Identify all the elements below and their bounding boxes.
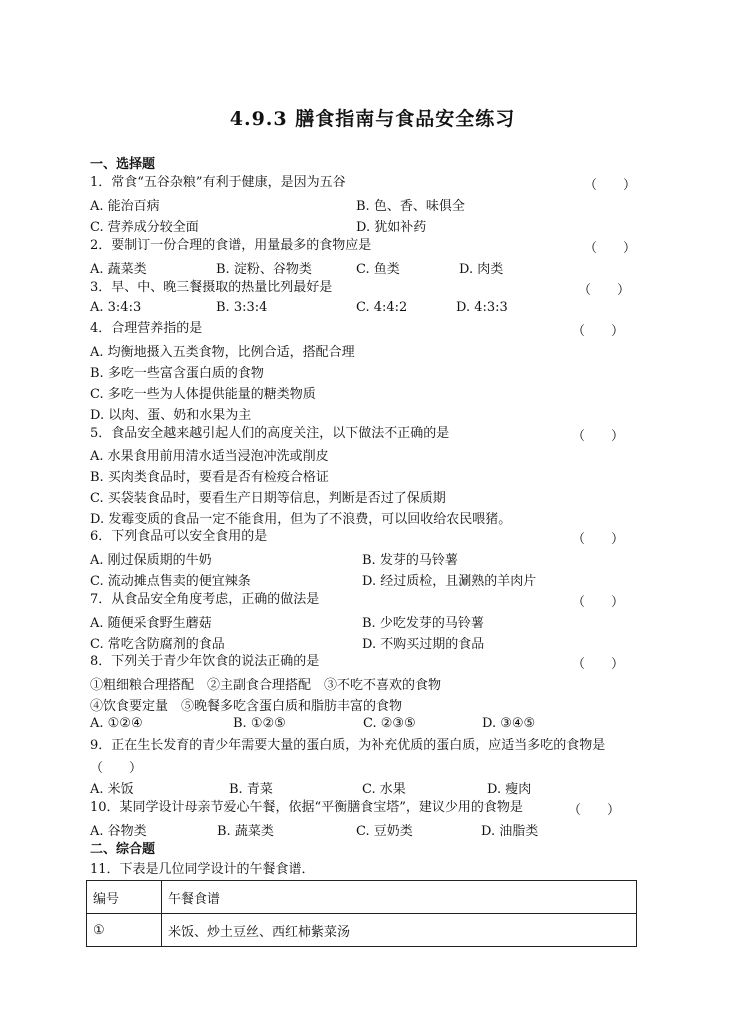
q8-option-d: D. ③④⑤ — [482, 716, 536, 731]
q3-option-b: B. 3:3:4 — [216, 300, 268, 315]
q7-option-d: D. 不购买过期的食品 — [362, 637, 485, 652]
q1-option-b: B. 色、香、味俱全 — [356, 199, 465, 214]
q2-option-c: C. 鱼类 — [356, 262, 400, 277]
answer-blank-4: （ ） — [572, 324, 625, 339]
section-heading-comprehensive: 二、综合题 — [90, 842, 156, 857]
table-cell: ① — [87, 914, 162, 947]
question-11: 11．下表是几位同学设计的午餐食谱． — [90, 862, 315, 877]
question-6: 6．下列食品可以安全食用的是 — [90, 529, 268, 544]
q5-option-d: D. 发霉变质的食品一定不能食用，但为了不浪费，可以回收给农民喂猪。 — [90, 512, 512, 527]
q10-option-b: B. 蔬菜类 — [217, 824, 274, 839]
q6-option-d: D. 经过质检，且涮熟的羊肉片 — [362, 574, 537, 589]
q7-option-a: A. 随便采食野生蘑菇 — [90, 616, 212, 631]
q9-option-a: A. 米饭 — [90, 782, 134, 797]
question-4: 4．合理营养指的是 — [90, 321, 203, 336]
q4-option-c: C. 多吃一些为人体提供能量的糖类物质 — [90, 387, 316, 402]
q3-option-d: D. 4:3:3 — [456, 300, 508, 315]
q8-statements-1: ①粗细粮合理搭配 ②主副食合理搭配 ③不吃不喜欢的食物 — [90, 678, 442, 693]
page-title: 4.9.3 膳食指南与食品安全练习 — [229, 108, 516, 130]
q8-option-c: C. ②③⑤ — [363, 716, 416, 731]
q3-option-c: C. 4:4:2 — [356, 300, 408, 315]
q6-option-a: A. 刚过保质期的牛奶 — [90, 553, 212, 568]
answer-blank-5: （ ） — [572, 429, 625, 444]
table-header-cell: 午餐食谱 — [162, 881, 637, 914]
table-cell: 米饭、炒土豆丝、西红柿紫菜汤 — [162, 914, 637, 947]
q10-option-d: D. 油脂类 — [481, 824, 539, 839]
q5-option-a: A. 水果食用前用清水适当浸泡冲洗或削皮 — [90, 449, 329, 464]
q7-option-b: B. 少吃发芽的马铃薯 — [362, 616, 484, 631]
answer-blank-2: （ ） — [584, 241, 637, 256]
answer-blank-7: （ ） — [572, 595, 625, 610]
answer-blank-10: （ ） — [568, 803, 621, 818]
question-10: 10．某同学设计母亲节爱心午餐，依据“平衡膳食宝塔”，建议少用的食物是 — [90, 800, 523, 815]
q5-option-b: B. 买肉类食品时，要看是否有检疫合格证 — [90, 470, 329, 485]
question-9: 9．正在生长发育的青少年需要大量的蛋白质，为补充优质的蛋白质，应适当多吃的食物是 — [90, 738, 606, 753]
q1-option-a: A. 能治百病 — [90, 199, 160, 214]
q8-option-b: B. ①②⑤ — [233, 716, 286, 731]
question-8: 8．下列关于青少年饮食的说法正确的是 — [90, 654, 320, 669]
q3-option-a: A. 3:4:3 — [90, 300, 142, 315]
q9-option-d: D. 瘦肉 — [487, 782, 532, 797]
answer-blank-8: （ ） — [572, 657, 625, 672]
question-2: 2．要制订一份合理的食谱，用量最多的食物应是 — [90, 238, 372, 253]
table-row — [87, 914, 637, 947]
question-3: 3．早、中、晚三餐摄取的热量比列最好是 — [90, 280, 333, 295]
q10-option-a: A. 谷物类 — [90, 824, 147, 839]
q6-option-c: C. 流动摊点售卖的便宜辣条 — [90, 574, 251, 589]
answer-blank-1: （ ） — [584, 178, 637, 193]
q4-option-b: B. 多吃一些富含蛋白质的食物 — [90, 366, 264, 381]
lunch-menu-table — [86, 880, 637, 947]
q4-option-a: A. 均衡地摄入五类食物，比例合适，搭配合理 — [90, 345, 355, 360]
question-5: 5．食品安全越来越引起人们的高度关注，以下做法不正确的是 — [90, 426, 450, 441]
q9-option-b: B. 青菜 — [229, 782, 273, 797]
q8-statements-2: ④饮食要定量 ⑤晚餐多吃含蛋白质和脂肪丰富的食物 — [90, 699, 403, 714]
table-header-cell: 编号 — [87, 881, 162, 914]
q10-option-c: C. 豆奶类 — [356, 824, 413, 839]
answer-blank-9: （ ） — [90, 761, 143, 776]
q1-option-c: C. 营养成分较全面 — [90, 220, 199, 235]
q8-option-a: A. ①②④ — [90, 716, 143, 731]
q2-option-a: A. 蔬菜类 — [90, 262, 147, 277]
answer-blank-6: （ ） — [572, 532, 625, 547]
q7-option-c: C. 常吃含防腐剂的食品 — [90, 637, 225, 652]
q2-option-b: B. 淀粉、谷物类 — [216, 262, 312, 277]
q5-option-c: C. 买袋装食品时，要看生产日期等信息，判断是否过了保质期 — [90, 491, 446, 506]
q1-option-d: D. 犹如补药 — [356, 220, 427, 235]
q2-option-d: D. 肉类 — [459, 262, 504, 277]
q9-option-c: C. 水果 — [362, 782, 406, 797]
section-heading-choice: 一、选择题 — [90, 157, 156, 172]
q6-option-b: B. 发芽的马铃薯 — [362, 553, 458, 568]
q4-option-d: D. 以肉、蛋、奶和水果为主 — [90, 408, 252, 423]
question-1: 1．常食“五谷杂粮”有利于健康，是因为五谷 — [90, 175, 346, 190]
question-7: 7．从食品安全角度考虑，正确的做法是 — [90, 592, 320, 607]
table-header-row — [87, 881, 637, 914]
answer-blank-3: （ ） — [578, 283, 631, 298]
